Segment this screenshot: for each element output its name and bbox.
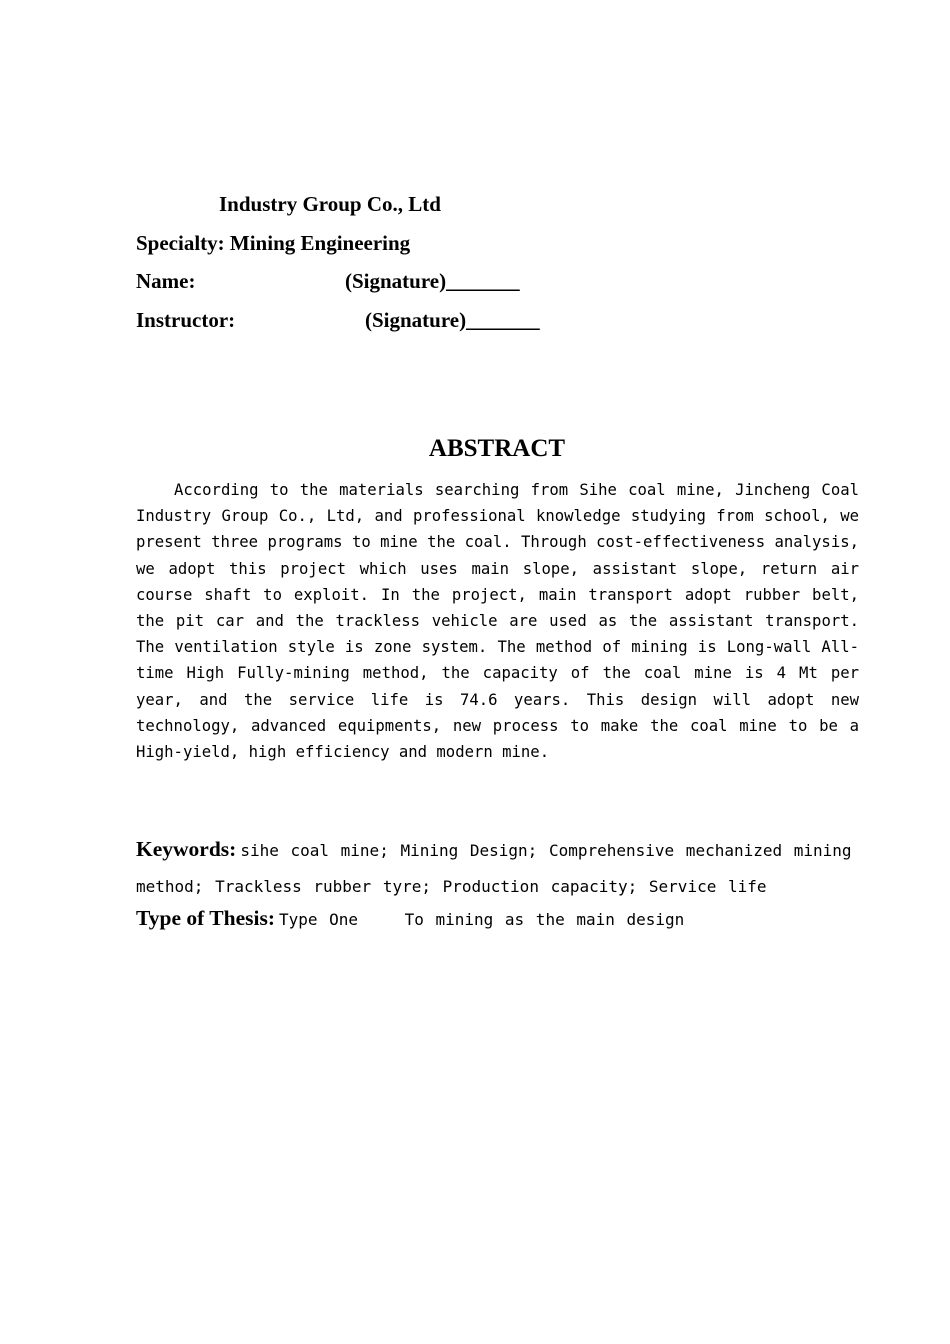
abstract-body: According to the materials searching from Sihe coal mine, Jincheng Coal Industry Group Co., Ltd, and professional knowledge studying from school, we present three programs to mine the coal. Through cost-effectiveness analysis, we adopt this project which uses main slope, assistant slope, return air course shaft to exploit. In the project, main transport adopt rubber belt, the pit car and the trackless vehicle are used as the assistant transport. The ventilation style is zone system. The method of mining is Long-wall All-time High Fully-mining method, the capacity of the coal mine is 4 Mt per year, and the service life is 74.6 years. This design will adopt new technology, advanced equipments, new process to make the coal mine to be a High-yield, high efficiency and modern mine. (136, 481, 859, 762)
keywords-block (136, 832, 856, 905)
abstract-title: ABSTRACT (428, 435, 566, 462)
specialty-line: Specialty: Mining Engineering (136, 231, 411, 255)
thesis-type-label: Type of Thesis: (136, 906, 275, 930)
instructor-signature: (Signature)_______ (365, 308, 540, 332)
name-signature: (Signature)_______ (345, 269, 520, 293)
name-label: Name: (136, 269, 196, 293)
thesis-type-line (136, 902, 684, 937)
thesis-type-text: Type One To mining as the main design (278, 910, 685, 929)
instructor-label: Instructor: (136, 308, 236, 332)
company-line: Industry Group Co., Ltd (219, 192, 441, 216)
keywords-label: Keywords: (136, 837, 237, 861)
keywords-text: sihe coal mine; Mining Design; Comprehensive mechanized mining method; Trackless rubber tyre; Production capacity; Service life (136, 841, 852, 896)
